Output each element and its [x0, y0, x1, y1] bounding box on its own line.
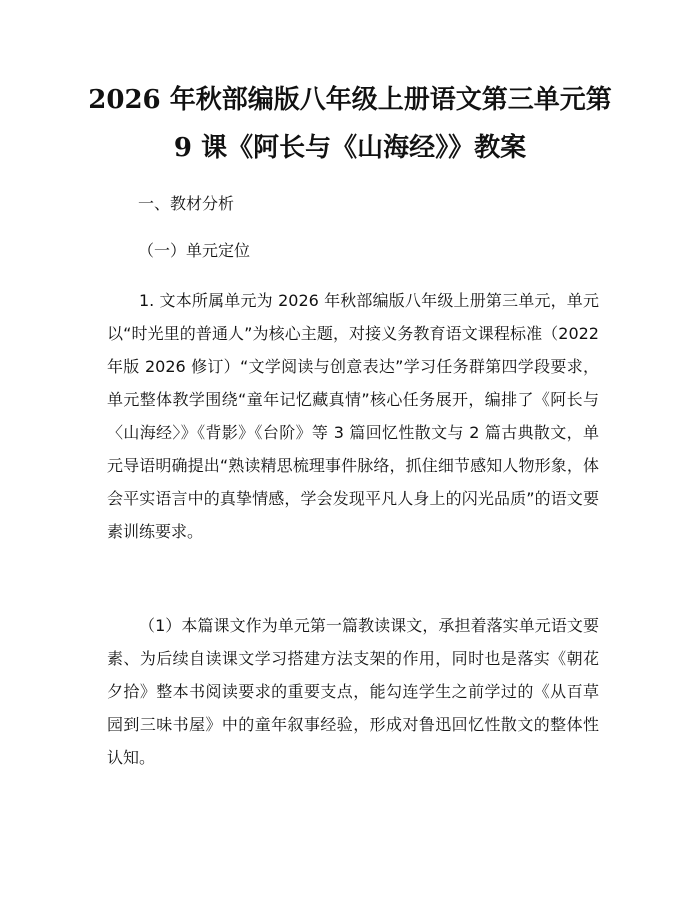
document-title-line-2: 9 课《阿长与《山海经》》教案	[173, 133, 527, 163]
subsection-heading: （一）单元定位	[138, 241, 251, 260]
body-paragraph: （1）本篇课文作为单元第一篇教读课文，承担着落实单元语文要素、为后续自读课文学习搭建方法支架的作用，同时也是落实《朝花夕拾》整本书阅读要求的重要支点，能勾连学生之前学过的《从百草园到三味书屋》中的童年叙事经验，形成对鲁迅回忆性散文的整体性认知。	[107, 616, 599, 767]
section-heading: 一、教材分析	[138, 194, 235, 213]
body-paragraph: 1. 文本所属单元为 2026 年秋部编版八年级上册第三单元，单元以“时光里的普通人”为核心主题，对接义务教育语文课程标准（2022 年版 2026 修订）“文学阅读与创意表达”学习任务群第四学段要求，单元整体教学围绕“童年记忆藏真情”核心任务展开，编排了《阿长与〈山海经〉》《背影》《台阶》等 3 篇回忆性散文与 2 篇古典散文，单元导语明确提出“熟读精思梳理事件脉络，抓住细节感知人物形象，体会平实语言中的真挚情感，学会发现平凡人身上的闪光品质”的语文要素训练要求。	[107, 291, 599, 541]
document-title-line-1: 2026 年秋部编版八年级上册语文第三单元第	[88, 85, 612, 115]
